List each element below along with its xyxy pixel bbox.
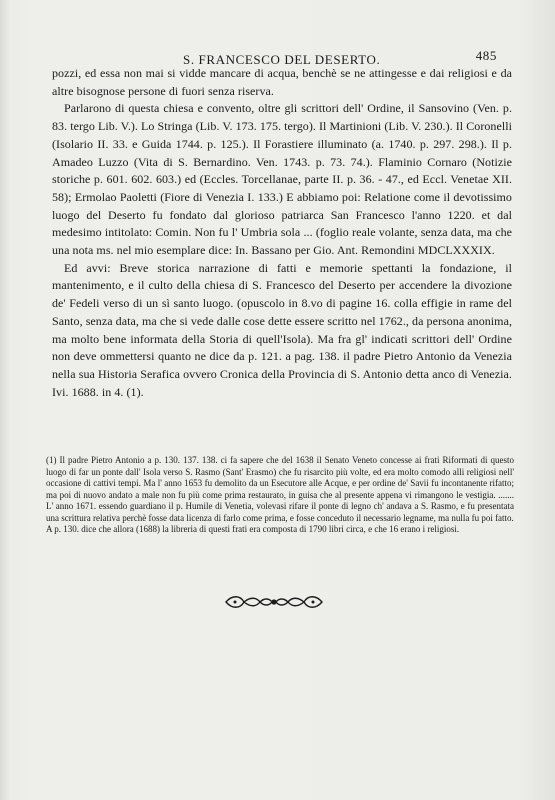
paragraph-sources: Parlarono di questa chiesa e convento, oltre gli scrittori dell' Ordine, il Sansovino (Ven. p. 83. tergo Lib. V.). Lo Stringa (Lib. V. 173. 175. tergo). Il Martinioni (Lib. V. 230.). Il Coronelli (Isolario II. 33. e Guida 1744. p. 125.). Il Forastiere illuminato (a. 1740. p. 297. 298.). Il p. Amadeo Luzzo (Vita di S. Bernardino. Ven. 1743. p. 73. 74.). Flaminio Cornaro (Notizie storiche p. 601. 602. 603.) ed (Eccles. Torcellanae, parte II. p. 36. - 47., ed Eccl. Venetae XII. 58); Ermolao Paoletti (Fiore di Venezia I. 133.) E abbiamo poi: Relatione come il devotissimo luogo del Deserto fu fondato dal glorioso patriarca San Francesco l'anno 1220. et dal medesimo intitolato: Comin. Non fu l' Umbria sola ... (foglio reale volante, senza data, ma che una nota ms. nel mio esemplare dice: In. Bassano per Gio. Ant. Remondini MDCLXXXIX. bbox=[52, 101, 512, 258]
decorative-fleuron-icon bbox=[222, 592, 326, 612]
page-number: 485 bbox=[475, 48, 497, 63]
paragraph-continuation: pozzi, ed essa non mai si vidde mancare di acqua, benchè se ne attingesse e dai religiosi e da altre bisognose persone di fuori senza riserva. bbox=[52, 66, 512, 98]
running-title: S. FRANCESCO DEL DESERTO. bbox=[183, 52, 381, 67]
body-text bbox=[52, 65, 512, 401]
paragraph-narrazione: Ed avvi: Breve storica narrazione di fatti e memorie spettanti la fondazione, il mantenimento, e il culto della chiesa di S. Francesco del Deserto per accendere la divozione de' Fedeli verso di un sì santo luogo. (opuscolo in 8.vo di pagine 16. colla effigie in rame del Santo, senza data, ma che si vede dalle cose dette essere scritto nel 1762., da persona anonima, ma molto bene informata della Storia di quell'Isola). Ma fra gl' indicati scrittori dell' Ordine non deve ommettersi quanto ne dice da p. 121. a pag. 138. il padre Pietro Antonio da Venezia nella sua Historia Serafica ovvero Cronica della Provincia di S. Antonio detta anco di Venezia. Ivi. 1688. in 4. (1). bbox=[52, 260, 512, 399]
footnote-2: A p. 130. dice che allora (1688) la libreria di questi frati era composta di 1790 libri circa, e che 16 erano i religiosi. bbox=[46, 524, 460, 534]
footnotes bbox=[46, 455, 514, 536]
footnote-1: (1) Il padre Pietro Antonio a p. 130. 137. 138. ci fa sapere che del 1638 il Senato Veneto concesse ai frati Riformati di questo luogo di far un ponte dall' Isola verso S. Rasmo (Sant' Erasmo) che fu risarcito più volte, ed era molto comodo alli religiosi nell' occasione di cattivi tempi. Ma l' anno 1653 fu demolito da un Esecutore alle Acque, e per ordine de' Savii fu incontanente rifatto; ma poi di nuovo andato a male non fu più come prima restaurato, in guisa che al presente appena vi rimangono le vestigia. ....... L' anno 1671. essendo guardiano il p. Humile di Venetia, volevasi rifare il ponte di legno ch' andava a S. Rasmo, e fu presentata una scrittura relativa perchè fosse data licenza di farlo come prima, e fosse conceduto il necessario legname, ma nulla fu poi fatto. bbox=[46, 455, 514, 523]
